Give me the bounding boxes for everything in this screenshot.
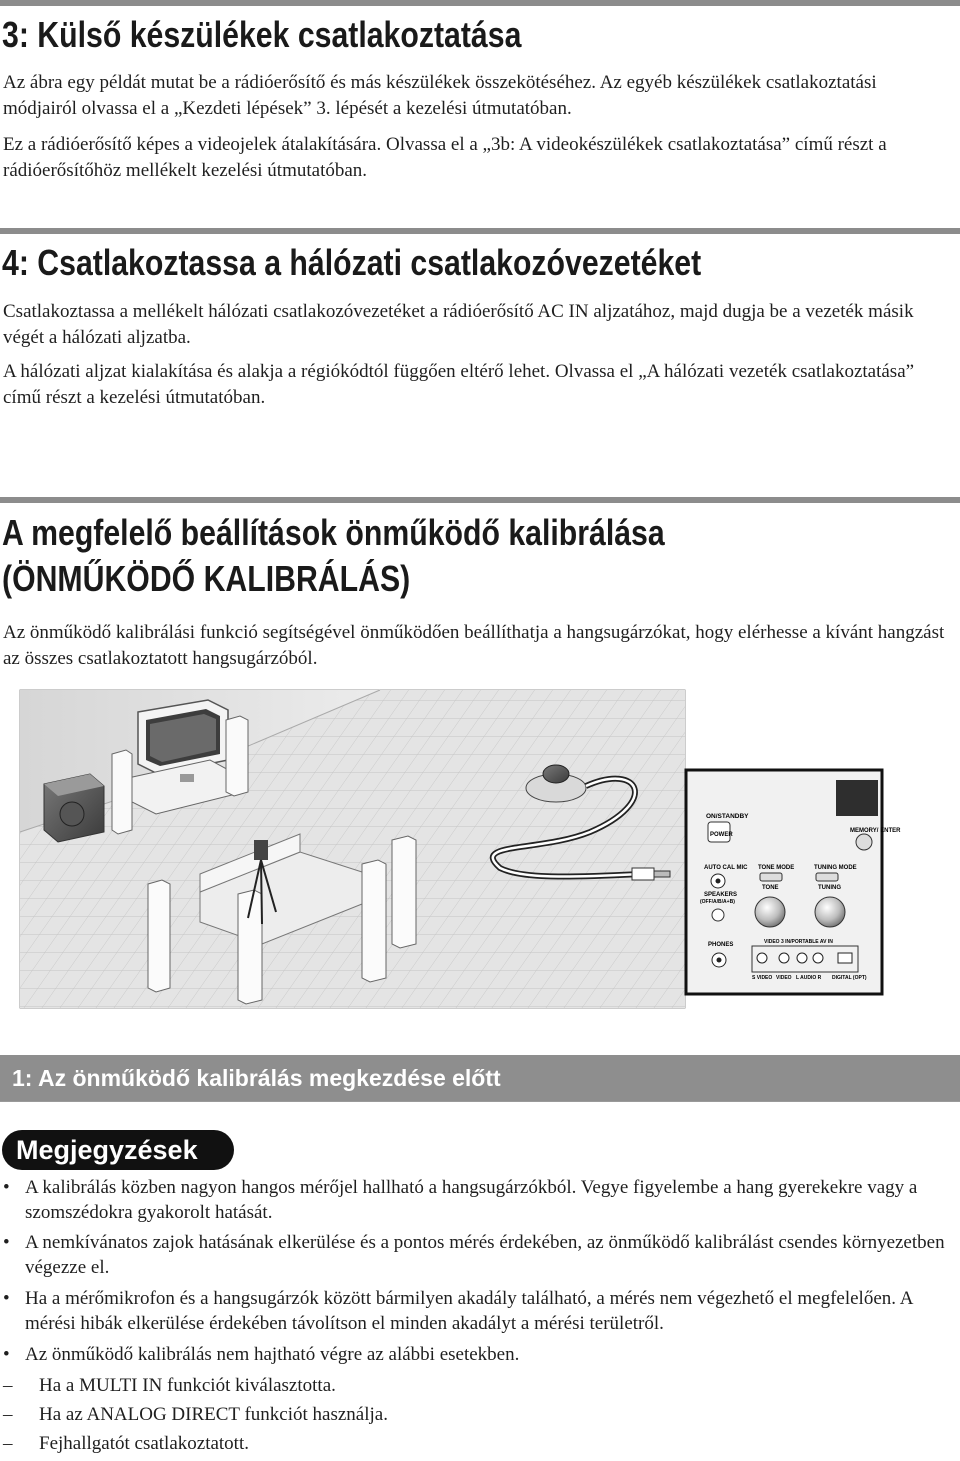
calibration-heading-line-2: (ÖNMŰKÖDŐ KALIBRÁLÁS) <box>2 558 411 599</box>
note-subitem-text: Fejhallgatót csatlakoztatott. <box>39 1433 249 1454</box>
label-memory-enter: MEMORY/ ENTER <box>850 828 901 834</box>
label-digital: DIGITAL (OPT) <box>832 975 867 981</box>
note-subitem <box>3 1373 951 1398</box>
note-subitem-text: Ha az ANALOG DIRECT funkciót használja. <box>39 1404 388 1425</box>
note-subitem <box>3 1402 951 1427</box>
label-tone-mode: TONE MODE <box>758 865 795 871</box>
label-tone: TONE <box>762 885 779 891</box>
step-1-header-bar <box>0 1055 960 1101</box>
dash-icon: – <box>3 1375 13 1396</box>
label-tuning-mode: TUNING MODE <box>814 865 857 871</box>
label-audio: L AUDIO R <box>796 975 822 981</box>
note-text: Az önműködő kalibrálás nem hajtható végre az alábbi esetekben. <box>25 1344 520 1365</box>
note-subitem <box>3 1431 951 1456</box>
bullet-icon: • <box>3 1232 10 1253</box>
section-3-paragraph-1: Az ábra egy példát mutat be a rádióerősítő és más készülékek összekötéséhez. Az egyéb készülékek csatlakoztatási módjairól olvassa el a „Kezdeti lépések” 3. lépését a kezelési útmutatóban. <box>3 72 877 119</box>
tv-icon <box>128 700 236 814</box>
bullet-icon: • <box>3 1177 10 1198</box>
calibration-intro: Az önműködő kalibrálási funkció segítségével önműködően beállíthatja a hangsugárzókat, hogy elérhesse a kívánt hangzást az összes csatlakoztatott hangsugárzóból. <box>3 622 945 669</box>
note-item <box>3 1230 951 1280</box>
label-s-video: S VIDEO <box>752 975 773 981</box>
label-speakers: SPEAKERS <box>704 892 738 898</box>
label-speakers-sub: (OFF/A/B/A+B) <box>700 899 735 905</box>
calibration-setup-figure <box>0 682 960 1012</box>
note-text: A nemkívánatos zajok hatásának elkerülése és a pontos mérés érdekében, az önműködő kalibrálást csendes környezetben végezze el. <box>25 1232 945 1278</box>
section-4-paragraph-1: Csatlakoztassa a mellékelt hálózati csatlakozóvezetéket a rádióerősítő AC IN aljzatához, majd dugja be a vezeték másik végét a hálózati aljzatba. <box>3 301 914 348</box>
dash-icon: – <box>3 1404 13 1425</box>
section-4-heading: 4: Csatlakoztassa a hálózati csatlakozóvezetéket <box>2 242 702 283</box>
section-3-paragraph-2: Ez a rádióerősítő képes a videojelek átalakítására. Olvassa el a „3b: A videokészülékek csatlakoztatása” című részt a rádióerősítőhöz mellékelt kezelési útmutatóban. <box>3 134 887 181</box>
section-4-paragraph-2: A hálózati aljzat kialakítása és alakja a régiókódtól függően eltérő lehet. Olvassa el „A hálózati vezeték csatlakoztatása” című részt a kezelési útmutatóban. <box>3 361 915 408</box>
label-power: POWER <box>710 832 733 838</box>
section-3-heading: 3: Külső készülékek csatlakoztatása <box>2 14 522 55</box>
room-illustration <box>20 690 685 1008</box>
bullet-icon: • <box>3 1288 10 1309</box>
label-on-standby: ON/STANDBY <box>706 813 749 820</box>
note-text: A kalibrálás közben nagyon hangos mérőjel hallható a hangsugárzókból. Vegye figyelembe a hang gyerekekre vagy a szomszédokra gyakorolt hatását. <box>25 1177 918 1223</box>
tone-knob-icon <box>755 897 785 927</box>
label-auto-cal-mic: AUTO CAL MIC <box>704 865 748 871</box>
note-subitem-text: Ha a MULTI IN funkciót kiválasztotta. <box>39 1375 336 1396</box>
note-text: Ha a mérőmikrofon és a hangsugárzók között bármilyen akadály található, a mérés nem végezhető el megfelelően. A mérési hibák elkerülése érdekében távolítson el minden akadályt a mérési területről. <box>25 1288 913 1334</box>
subwoofer-icon <box>44 774 104 842</box>
divider <box>0 1101 960 1102</box>
notes-badge <box>2 1130 234 1170</box>
label-video3: VIDEO 3 IN/PORTABLE AV IN <box>764 939 833 945</box>
section-divider <box>0 228 960 234</box>
note-item <box>3 1175 951 1225</box>
section-divider <box>0 0 960 6</box>
label-tuning: TUNING <box>818 885 841 891</box>
bullet-icon: • <box>3 1344 10 1365</box>
calibration-heading-line-1: A megfelelő beállítások önműködő kalibrálása <box>2 512 665 553</box>
step-1-title: 1: Az önműködő kalibrálás megkezdése előtt <box>12 1065 501 1091</box>
dash-icon: – <box>3 1433 13 1454</box>
section-divider <box>0 497 960 503</box>
note-item <box>3 1286 951 1336</box>
note-item <box>3 1342 951 1367</box>
tuning-knob-icon <box>815 897 845 927</box>
label-phones: PHONES <box>708 942 734 948</box>
notes-title: Megjegyzések <box>16 1135 198 1165</box>
label-video: VIDEO <box>776 975 792 981</box>
receiver-front-panel <box>686 770 901 994</box>
